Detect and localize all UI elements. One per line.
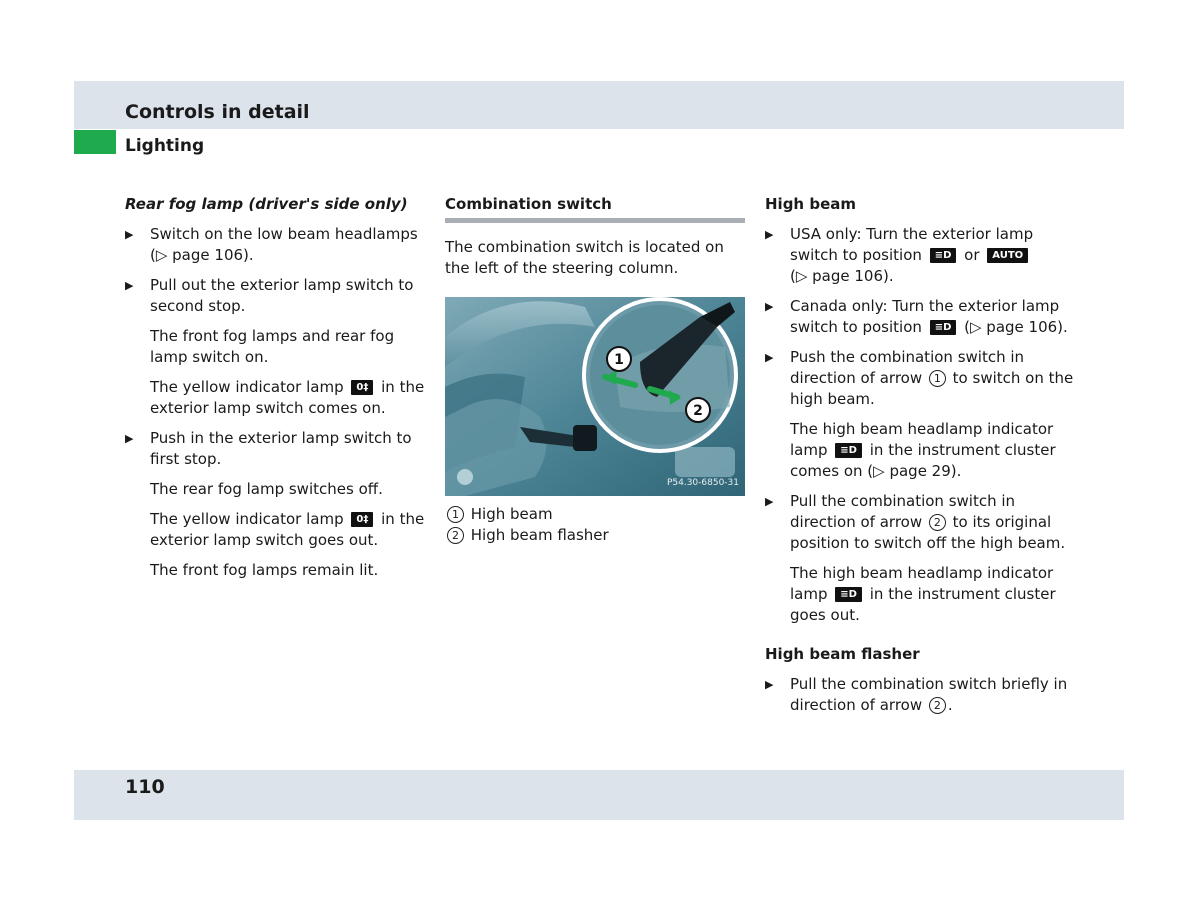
steering-column-image bbox=[445, 297, 745, 496]
rear-fog-lamp-heading: Rear fog lamp (driver's side only) bbox=[125, 195, 408, 213]
list-item: ▶ Push the combination switch in direction of arrow 1 to switch on the high beam. bbox=[765, 347, 1075, 410]
combination-switch-illustration bbox=[445, 297, 745, 496]
page-reference: (▷ page 106). bbox=[790, 267, 894, 285]
arrow-number: 2 bbox=[929, 514, 946, 531]
result-text: The high beam headlamp indicator lamp ≡D in the instrument cluster goes out. bbox=[790, 564, 1056, 624]
headlamp-icon: ≡D bbox=[930, 248, 957, 263]
caption-number: 1 bbox=[447, 506, 464, 523]
result-text: The rear fog lamp switches off. bbox=[150, 480, 383, 498]
rear-fog-lamp-icon: 0‡ bbox=[351, 512, 373, 527]
list-item: ▶ Pull out the exterior lamp switch to second stop. bbox=[125, 275, 425, 317]
callout-1: 1 bbox=[614, 352, 624, 368]
list-item: ▶ Canada only: Turn the exterior lamp switch to position ≡D (▷ page 106). bbox=[765, 296, 1075, 338]
subsection-title: Lighting bbox=[125, 136, 205, 156]
auto-icon: AUTO bbox=[987, 248, 1028, 263]
combination-switch-heading: Combination switch bbox=[445, 194, 745, 223]
column-combination-switch bbox=[445, 194, 745, 546]
high-beam-flasher-heading: High beam flasher bbox=[765, 645, 920, 663]
callout-2: 2 bbox=[693, 403, 703, 419]
arrow-number: 2 bbox=[929, 697, 946, 714]
result-text: The yellow indicator lamp 0‡ in the exterior lamp switch comes on. bbox=[150, 378, 425, 417]
column-high-beam bbox=[765, 194, 1075, 725]
result-text: The yellow indicator lamp 0‡ in the exterior lamp switch goes out. bbox=[150, 510, 425, 549]
caption-number: 2 bbox=[447, 527, 464, 544]
page-reference: ▷ page 106 bbox=[155, 246, 244, 264]
result-text: The front fog lamps remain lit. bbox=[150, 561, 379, 579]
caption-high-beam-flasher: 2 High beam flasher bbox=[445, 525, 745, 546]
combination-switch-description: The combination switch is located on the left of the steering column. bbox=[445, 238, 724, 277]
arrow-number: 1 bbox=[929, 370, 946, 387]
result-text: The front fog lamps and rear fog lamp switch on. bbox=[150, 327, 395, 366]
caption-high-beam: 1 High beam bbox=[445, 504, 745, 525]
footer-band bbox=[74, 770, 1124, 820]
list-item: ▶ USA only: Turn the exterior lamp switch to position ≡D or AUTO (▷ page 106). bbox=[765, 224, 1075, 287]
section-title: Controls in detail bbox=[125, 101, 310, 123]
result-text: The high beam headlamp indicator lamp ≡D in the instrument cluster comes on (▷ page 29). bbox=[790, 420, 1056, 480]
high-beam-indicator-icon: ≡D bbox=[835, 443, 862, 458]
list-item: ▶ Switch on the low beam headlamps (▷ page 106). bbox=[125, 224, 425, 266]
section-tab-marker bbox=[74, 130, 116, 154]
high-beam-indicator-icon: ≡D bbox=[835, 587, 862, 602]
high-beam-heading: High beam bbox=[765, 195, 856, 213]
headlamp-icon: ≡D bbox=[930, 320, 957, 335]
list-item: ▶ Pull the combination switch briefly in direction of arrow 2 . bbox=[765, 674, 1075, 716]
rear-fog-lamp-icon: 0‡ bbox=[351, 380, 373, 395]
list-item: ▶ Pull the combination switch in direction of arrow 2 to its original position to switch off the high beam. bbox=[765, 491, 1075, 554]
column-rear-fog-lamp bbox=[125, 194, 425, 590]
figure-code: P54.30-6850-31 bbox=[666, 478, 739, 488]
page-number: 110 bbox=[125, 776, 165, 798]
page-reference: (▷ page 106). bbox=[964, 318, 1068, 336]
list-item: ▶ Push in the exterior lamp switch to first stop. bbox=[125, 428, 425, 470]
